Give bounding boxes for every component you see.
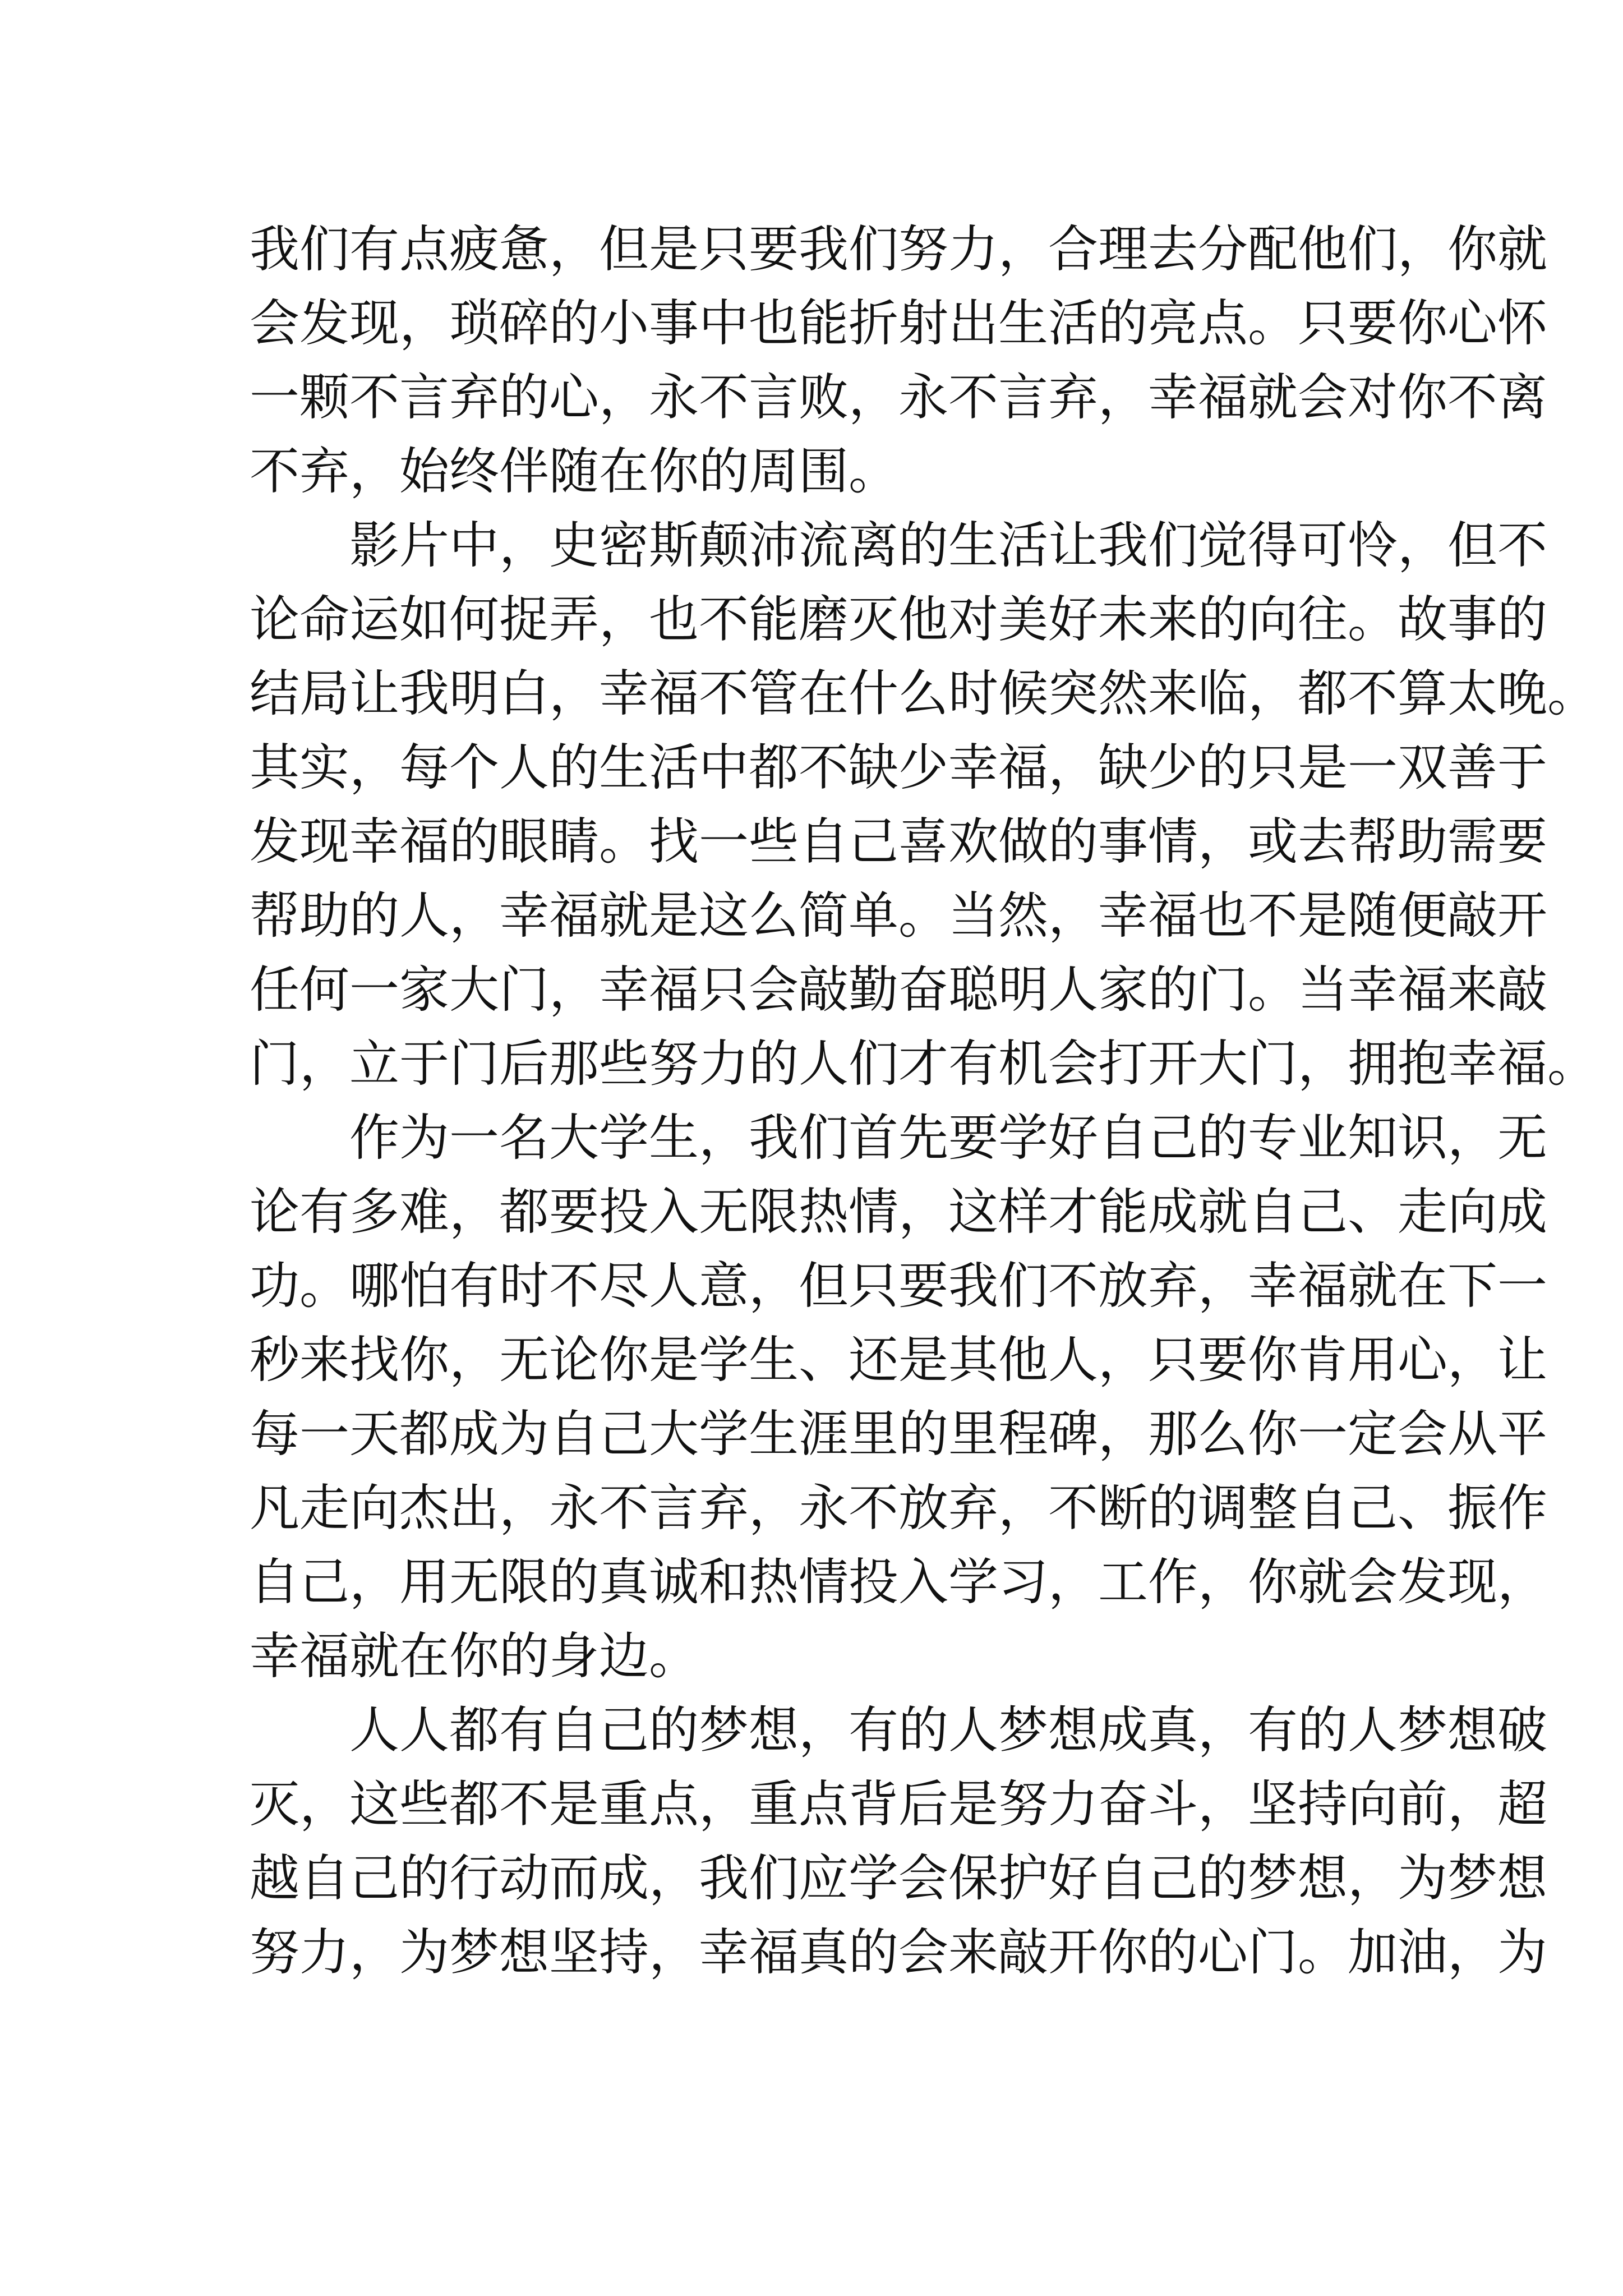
text-line: 每一天都成为自己大学生涯里的里程碑，那么你一定会从平 <box>250 1405 1547 1463</box>
text-line: 灭，这些都不是重点，重点背后是努力奋斗，坚持向前，超 <box>250 1775 1547 1833</box>
text-line: 门，立于门后那些努力的人们才有机会打开大门，拥抱幸福。 <box>250 1034 1597 1093</box>
text-line: 不弃，始终伴随在你的周围。 <box>250 442 898 500</box>
text-line: 结局让我明白，幸福不管在什么时候突然来临，都不算太晚。 <box>250 664 1597 723</box>
text-line: 秒来找你，无论你是学生、还是其他人，只要你肯用心，让 <box>250 1331 1547 1389</box>
text-line: 凡走向杰出，永不言弃，永不放弃，不断的调整自己、振作 <box>250 1479 1547 1537</box>
text-line: 我们有点疲惫，但是只要我们努力，合理去分配他们，你就 <box>250 220 1547 278</box>
text-line: 会发现，琐碎的小事中也能折射出生活的亮点。只要你心怀 <box>250 294 1547 352</box>
text-line: 论命运如何捉弄，也不能磨灭他对美好未来的向往。故事的 <box>250 590 1547 648</box>
text-line: 帮助的人，幸福就是这么简单。当然，幸福也不是随便敲开 <box>250 886 1547 945</box>
body-text <box>250 212 1597 1989</box>
text-line: 幸福就在你的身边。 <box>250 1627 699 1685</box>
paragraph-first-line: 人人都有自己的梦想，有的人梦想成真，有的人梦想破 <box>349 1701 1547 1759</box>
text-line: 努力，为梦想坚持，幸福真的会来敲开你的心门。加油，为 <box>250 1923 1547 1981</box>
text-line: 论有多难，都要投入无限热情，这样才能成就自己、走向成 <box>250 1182 1547 1241</box>
text-line: 自己，用无限的真诚和热情投入学习，工作，你就会发现， <box>250 1553 1547 1611</box>
text-line: 发现幸福的眼睛。找一些自己喜欢做的事情，或去帮助需要 <box>250 812 1547 871</box>
text-line: 一颗不言弃的心，永不言败，永不言弃，幸福就会对你不离 <box>250 368 1547 426</box>
paragraph-first-line: 影片中，史密斯颠沛流离的生活让我们觉得可怜，但不 <box>349 516 1547 574</box>
text-line: 功。哪怕有时不尽人意，但只要我们不放弃，幸福就在下一 <box>250 1257 1547 1315</box>
text-line: 越自己的行动而成，我们应学会保护好自己的梦想，为梦想 <box>250 1849 1547 1907</box>
text-line: 任何一家大门，幸福只会敲勤奋聪明人家的门。当幸福来敲 <box>250 960 1547 1019</box>
text-line: 其实，每个人的生活中都不缺少幸福，缺少的只是一双善于 <box>250 738 1547 797</box>
paragraph-first-line: 作为一名大学生，我们首先要学好自己的专业知识，无 <box>349 1108 1547 1167</box>
